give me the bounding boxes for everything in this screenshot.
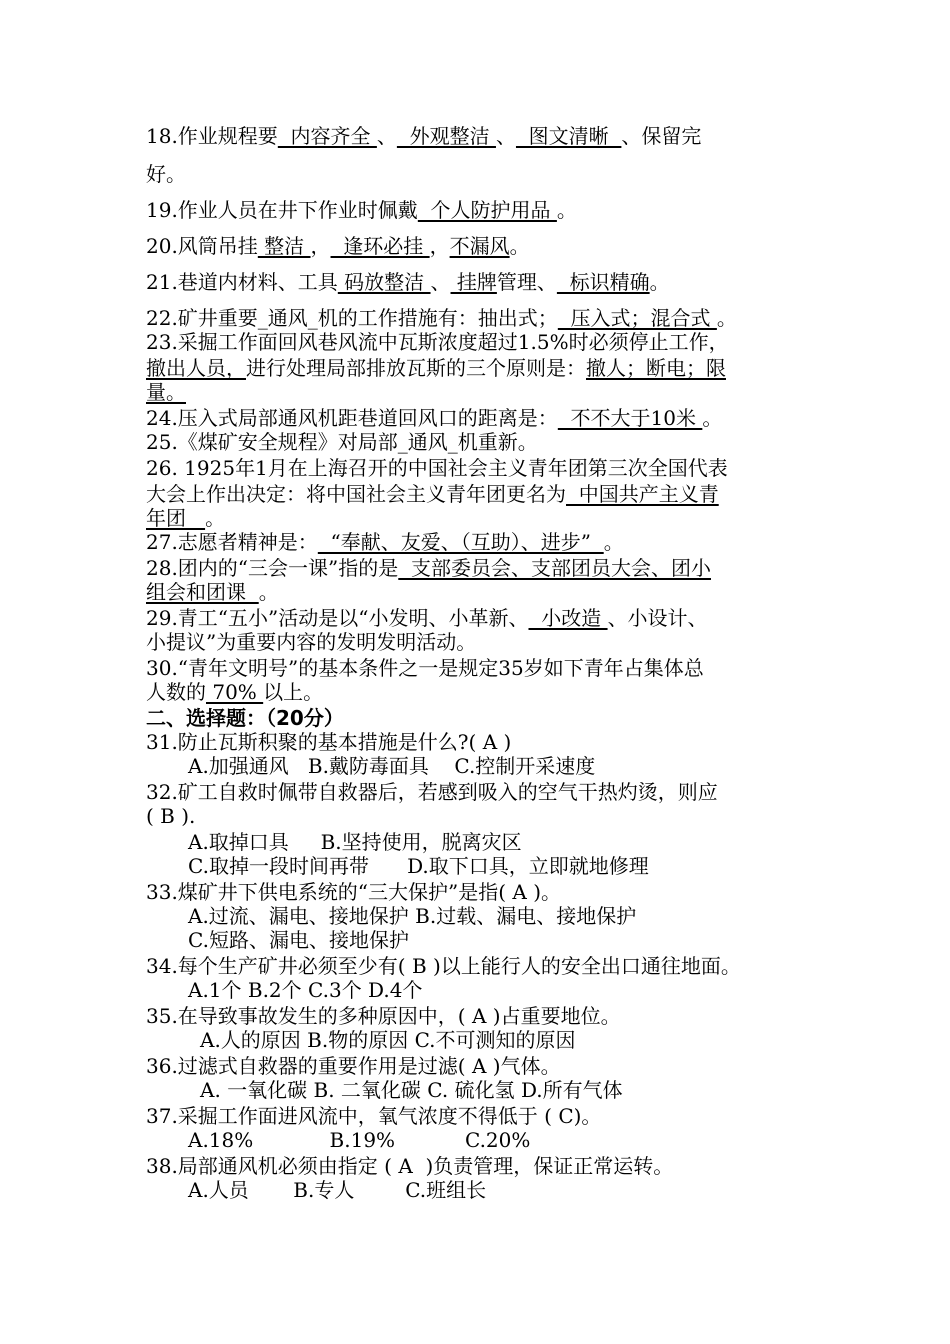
- line-text: 33.煤矿井下供电系统的“三大保护”是指( A )。: [146, 880, 562, 904]
- text-line: [146, 580, 279, 604]
- text-line: [146, 406, 722, 430]
- line-text: 好。: [146, 162, 186, 186]
- text-line: [146, 780, 718, 804]
- text-line: [146, 656, 704, 680]
- text-line: [146, 270, 670, 294]
- text-line: [146, 380, 186, 404]
- answer-blank: 年团: [146, 506, 206, 530]
- text-line: [146, 506, 225, 530]
- line-text: 大会上作出决定：将中国社会主义青年团更名为: [146, 482, 566, 506]
- line-text: 、: [430, 270, 451, 294]
- line-text: A.取掉口具 B.坚持使用，脱离灾区: [188, 830, 522, 854]
- line-text: 36.过滤式自救器的重要作用是过滤( A )气体。: [146, 1054, 561, 1078]
- text-line: [146, 1054, 561, 1078]
- text-line: [200, 1078, 623, 1102]
- text-line: [188, 978, 422, 1002]
- text-line: [146, 162, 186, 186]
- line-text: 20.风筒吊挂: [146, 234, 258, 258]
- line-text: C.取掉一段时间再带 D.取下口具，立即就地修理: [188, 854, 649, 878]
- line-text: A.加强通风 B.戴防毒面具 C.控制开采速度: [188, 754, 596, 778]
- line-text: 27.志愿者精神是：: [146, 530, 318, 554]
- line-text: A.人员 B.专人 C.班组长: [188, 1178, 487, 1202]
- line-text: 。: [603, 530, 624, 554]
- line-text: 32.矿工自救时佩带自救器后，若感到吸入的空气干热灼烫，则应: [146, 780, 718, 804]
- line-text: A. 一氧化碳 B. 二氧化碳 C. 硫化氢 D.所有气体: [200, 1078, 623, 1102]
- text-line: [146, 306, 737, 330]
- line-text: 、: [376, 124, 397, 148]
- line-text: ，: [429, 234, 450, 258]
- line-text: 管理、: [496, 270, 557, 294]
- line-text: A.1个 B.2个 C.3个 D.4个: [188, 978, 423, 1002]
- text-line: [146, 330, 729, 354]
- line-text: 进行处理局部排放瓦斯的三个原则是：: [246, 356, 586, 380]
- line-text: 。: [716, 306, 737, 330]
- text-line: [200, 1028, 576, 1052]
- answer-blank: 量。: [146, 380, 186, 404]
- line-text: 18.作业规程要: [146, 124, 278, 148]
- line-text: 35.在导致事故发生的多种原因中，( A )占重要地位。: [146, 1004, 621, 1028]
- line-text: 。: [509, 234, 530, 258]
- text-line: [188, 854, 649, 878]
- text-line: [188, 830, 522, 854]
- text-line: [146, 606, 708, 630]
- section-heading: 二、选择题：（20分）: [146, 706, 344, 730]
- line-text: 34.每个生产矿井必须至少有( B )以上能行人的安全出口通往地面。: [146, 954, 741, 978]
- line-text: ，: [310, 234, 331, 258]
- line-text: 24.压入式局部通风机距巷道回风口的距离是：: [146, 406, 558, 430]
- line-text: 21.巷道内材料、工具: [146, 270, 338, 294]
- line-text: 。: [205, 506, 226, 530]
- text-line: [146, 880, 561, 904]
- line-text: 以上。: [263, 680, 324, 704]
- answer-blank: 撤人；断电；限: [586, 356, 726, 380]
- text-line: [188, 904, 636, 928]
- answer-blank: 撤出人员，: [146, 356, 246, 380]
- line-text: 、: [495, 124, 516, 148]
- text-line: [146, 706, 344, 730]
- text-line: [146, 1104, 601, 1128]
- text-line: [146, 530, 624, 554]
- line-text: 37.采掘工作面进风流中，氧气浓度不得低于 ( C)。: [146, 1104, 602, 1128]
- line-text: 38.局部通风机必须由指定 ( A )负责管理，保证正常运转。: [146, 1154, 674, 1178]
- answer-blank: 70%: [206, 680, 264, 704]
- text-line: [146, 356, 726, 380]
- answer-blank: 不不大于10米: [557, 406, 703, 430]
- answer-blank: 外观整洁: [396, 124, 496, 148]
- answer-blank: 组会和团课: [146, 580, 259, 604]
- line-text: 26. 1925年1月在上海召开的中国社会主义青年团第三次全国代表: [146, 456, 728, 480]
- answer-blank: 不漏风: [449, 234, 510, 258]
- line-text: C.短路、漏电、接地保护: [188, 928, 409, 952]
- line-text: 。: [702, 406, 723, 430]
- text-line: [146, 482, 719, 506]
- text-line: [188, 754, 595, 778]
- line-text: A.18% B.19% C.20%: [188, 1128, 531, 1152]
- answer-blank: 整洁: [257, 234, 311, 258]
- line-text: 22.矿井重要_通风_机的工作措施有：抽出式；: [146, 306, 558, 330]
- line-text: 29.青工“五小”活动是以“小发明、小革新、: [146, 606, 529, 630]
- line-text: 23.采掘工作面回风巷风流中瓦斯浓度超过1.5%时必须停止工作，: [146, 330, 729, 354]
- line-text: 、小设计、: [607, 606, 708, 630]
- answer-blank: 标识精确: [556, 270, 650, 294]
- line-text: 19.作业人员在井下作业时佩戴: [146, 198, 418, 222]
- text-line: [146, 630, 476, 654]
- line-text: 。: [649, 270, 670, 294]
- text-line: [188, 1128, 530, 1152]
- text-line: [146, 680, 323, 704]
- line-text: 25.《煤矿安全规程》对局部_通风_机重新。: [146, 430, 538, 454]
- answer-blank: 中国共产主义青: [566, 482, 719, 506]
- text-line: [146, 804, 195, 828]
- line-text: A.人的原因 B.物的原因 C.不可测知的原因: [200, 1028, 576, 1052]
- text-line: [146, 1154, 673, 1178]
- text-line: [146, 198, 577, 222]
- line-text: 、保留完: [621, 124, 702, 148]
- text-line: [146, 730, 511, 754]
- text-line: [146, 556, 711, 580]
- answer-blank: 压入式；混合式: [557, 306, 717, 330]
- line-text: 小提议”为重要内容的发明发明活动。: [146, 630, 477, 654]
- text-line: [146, 430, 538, 454]
- answer-blank: 挂牌: [450, 270, 497, 294]
- line-text: 人数的: [146, 680, 206, 704]
- text-line: [188, 928, 409, 952]
- answer-blank: 支部委员会、支部团员大会、团小: [398, 556, 711, 580]
- line-text: 。: [556, 198, 577, 222]
- line-text: A.过流、漏电、接地保护 B.过载、漏电、接地保护: [188, 904, 637, 928]
- line-text: ( B ).: [146, 804, 196, 828]
- answer-blank: 个人防护用品: [417, 198, 557, 222]
- text-line: [146, 1004, 621, 1028]
- answer-blank: 小改造: [528, 606, 608, 630]
- text-line: [146, 124, 701, 148]
- line-text: 30.“青年文明号”的基本条件之一是规定35岁如下青年占集体总: [146, 656, 704, 680]
- text-line: [146, 954, 741, 978]
- text-line: [188, 1178, 486, 1202]
- answer-blank: “奉献、友爱、（互助）、进步”: [317, 530, 604, 554]
- answer-blank: 码放整洁: [337, 270, 431, 294]
- text-line: [146, 456, 728, 480]
- answer-blank: 内容齐全: [277, 124, 377, 148]
- line-text: 31.防止瓦斯积聚的基本措施是什么?( A ): [146, 730, 512, 754]
- line-text: 28.团内的“三会一课”指的是: [146, 556, 399, 580]
- answer-blank: 图文清晰: [515, 124, 622, 148]
- text-line: [146, 234, 530, 258]
- line-text: 。: [258, 580, 279, 604]
- answer-blank: 逢环必挂: [330, 234, 430, 258]
